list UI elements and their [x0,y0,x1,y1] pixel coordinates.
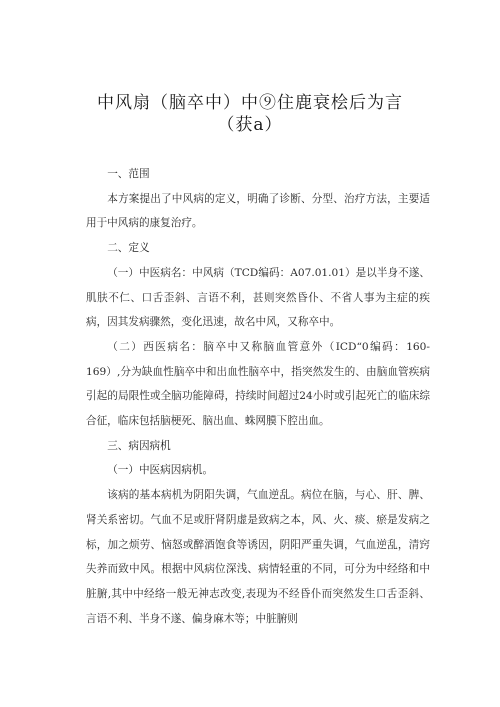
paragraph: （一）中医病名：中风病（TCD编码：A07.01.01）是以半身不遂、肌肤不仁、口舌歪斜、言语不利，甚则突然昏仆、不省人事为主症的疾病，因其发病骤然，变化迅速，故名中风，又称卒中。 [86,266,430,329]
paragraph: 该病的基本病机为阴阳失调，气血逆乱。病位在脑，与心、肝、脾、肾关系密切。气血不足或肝肾阴虚是致病之本，风、火、痰、瘀是发病之标，加之烦劳、恼怒或醉酒饱食等诱因，阴阳严重失调，气血逆乱，清窍失养而致中风。根据中风病位深浅、病情轻重的不同，可分为中经络和中脏腑,其中中经络一般无神志改变,表现为不经昏仆而突然发生口舌歪斜、言语不利、半身不遂、偏身麻木等；中脏腑则 [86,489,430,625]
section-heading: 二、定义 [107,242,150,255]
subsection-heading: （一）中医病因病机。 [107,464,214,477]
document-title: 中风扇（脑卒中）中⑨住鹿衰桧后为言 [97,93,403,113]
paragraph: 本方案提出了中风病的定义，明确了诊断、分型、治疗方法，主要适用于中风病的康复治疗。 [86,192,430,230]
section-heading: 三、病因病机 [107,439,171,452]
section-heading: 一、范围 [107,168,150,180]
document-body [86,162,430,631]
document-title-subtitle: （获a） [217,115,283,135]
paragraph: （二）西医病名：脑卒中又称脑血管意外（ICD“0编码：160-169）,分为缺血性脑卒中和出血性脑卒中，指突然发生的、由脑血管疾病引起的局限性或全脑功能障碍，持续时间超过24小时或引起死亡的临床综合征，临床包括脑梗死、脑出血、蛛网膜下腔出血。 [86,340,430,428]
